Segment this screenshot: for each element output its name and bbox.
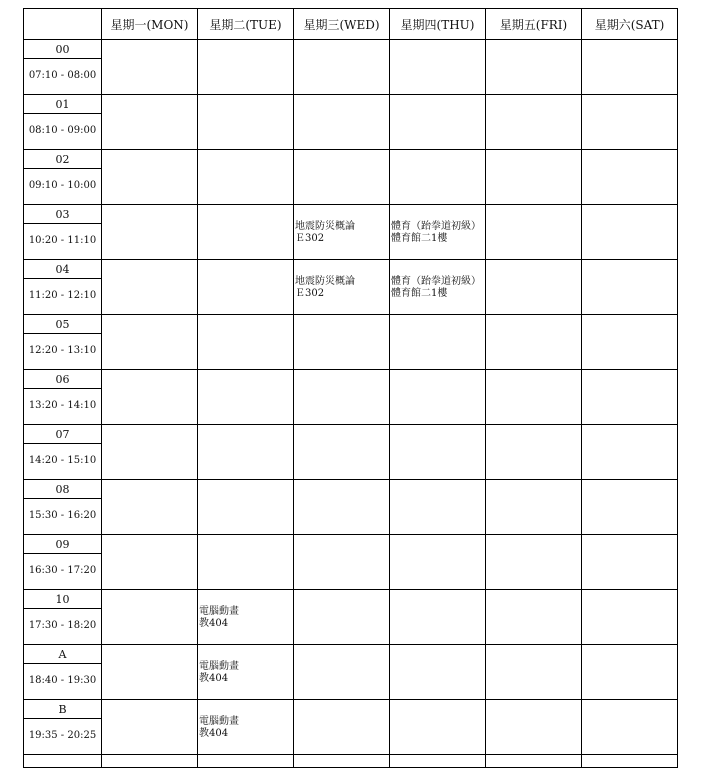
- day-header-mon: 星期一(MON): [102, 9, 198, 40]
- period-row: [24, 425, 678, 480]
- day-header-tue: 星期二(TUE): [198, 9, 294, 40]
- course-name: 電腦動畫: [199, 716, 239, 727]
- day-header-wed: 星期三(WED): [294, 9, 390, 40]
- period-code: A: [24, 647, 101, 664]
- timetable-slot[interactable]: [486, 700, 582, 755]
- period-time: 15:30 - 16:20: [28, 510, 97, 521]
- timetable-slot[interactable]: [582, 370, 678, 425]
- timetable-slot[interactable]: [198, 95, 294, 150]
- timetable-slot[interactable]: [102, 95, 198, 150]
- timetable-slot[interactable]: [486, 480, 582, 535]
- timetable-slot[interactable]: [198, 40, 294, 95]
- timetable-slot[interactable]: [582, 315, 678, 370]
- period-row: [24, 645, 678, 700]
- timetable-slot[interactable]: [390, 260, 486, 315]
- timetable-slot[interactable]: [294, 150, 390, 205]
- period-code: 03: [24, 207, 101, 224]
- course-name: 地震防災概論: [295, 276, 355, 287]
- timetable-slot[interactable]: [294, 480, 390, 535]
- period-code: 04: [24, 262, 101, 279]
- timetable-slot[interactable]: [486, 370, 582, 425]
- period-time: 14:20 - 15:10: [28, 455, 97, 466]
- period-row: [24, 260, 678, 315]
- timetable-slot[interactable]: [198, 535, 294, 590]
- period-cell: [24, 370, 102, 425]
- timetable-slot[interactable]: [102, 315, 198, 370]
- period-cell: [24, 40, 102, 95]
- timetable-slot[interactable]: [198, 315, 294, 370]
- timetable-slot[interactable]: [294, 645, 390, 700]
- timetable-slot[interactable]: [582, 40, 678, 95]
- timetable-slot[interactable]: [198, 645, 294, 700]
- timetable-slot[interactable]: [390, 425, 486, 480]
- period-row: [24, 150, 678, 205]
- timetable-slot[interactable]: [294, 700, 390, 755]
- timetable-slot[interactable]: [102, 645, 198, 700]
- course-name: 電腦動畫: [199, 606, 239, 617]
- timetable-slot: [198, 755, 294, 768]
- course-room: Ｅ302: [295, 233, 325, 244]
- period-row: [24, 480, 678, 535]
- period-row: [24, 95, 678, 150]
- course-room: 體育館二1樓: [391, 288, 448, 299]
- timetable-slot[interactable]: [198, 260, 294, 315]
- timetable-slot[interactable]: [102, 150, 198, 205]
- period-cell: [24, 315, 102, 370]
- timetable-slot[interactable]: [294, 535, 390, 590]
- timetable-slot[interactable]: [486, 425, 582, 480]
- timetable-slot[interactable]: [294, 95, 390, 150]
- timetable-slot[interactable]: [390, 370, 486, 425]
- timetable-slot[interactable]: [486, 40, 582, 95]
- timetable-slot: [582, 755, 678, 768]
- timetable-slot[interactable]: [102, 370, 198, 425]
- timetable-slot[interactable]: [102, 480, 198, 535]
- period-code: 09: [24, 537, 101, 554]
- period-cell: [24, 95, 102, 150]
- timetable-slot[interactable]: [102, 425, 198, 480]
- timetable-slot[interactable]: [582, 480, 678, 535]
- timetable-slot: [486, 755, 582, 768]
- timetable-slot[interactable]: [582, 535, 678, 590]
- timetable-slot[interactable]: [486, 260, 582, 315]
- timetable-body: [24, 40, 678, 768]
- timetable-slot[interactable]: [582, 260, 678, 315]
- period-code: 00: [24, 42, 101, 59]
- period-time: 07:10 - 08:00: [28, 70, 97, 81]
- period-row: [24, 590, 678, 645]
- course-room: 教404: [199, 728, 229, 739]
- period-code: 06: [24, 372, 101, 389]
- period-row: [24, 205, 678, 260]
- timetable-slot[interactable]: [102, 260, 198, 315]
- course-name: 電腦動畫: [199, 661, 239, 672]
- period-time: 10:20 - 11:10: [28, 235, 97, 246]
- timetable-slot[interactable]: [390, 205, 486, 260]
- timetable-slot[interactable]: [390, 95, 486, 150]
- period-time: 16:30 - 17:20: [28, 565, 97, 576]
- timetable-slot[interactable]: [486, 590, 582, 645]
- timetable-slot[interactable]: [390, 590, 486, 645]
- timetable-slot[interactable]: [390, 535, 486, 590]
- period-time: 18:40 - 19:30: [28, 675, 97, 686]
- period-cell: [24, 260, 102, 315]
- period-row: [24, 535, 678, 590]
- period-time: 09:10 - 10:00: [28, 180, 97, 191]
- period-time: 12:20 - 13:10: [28, 345, 97, 356]
- timetable-slot: [294, 755, 390, 768]
- timetable-slot[interactable]: [390, 480, 486, 535]
- period-cell: [24, 150, 102, 205]
- timetable-slot[interactable]: [198, 590, 294, 645]
- timetable-slot[interactable]: [582, 205, 678, 260]
- period-code: B: [24, 702, 101, 719]
- timetable-slot[interactable]: [486, 95, 582, 150]
- period-cell: [24, 425, 102, 480]
- timetable-slot[interactable]: [102, 205, 198, 260]
- corner-cell: [24, 9, 102, 40]
- course-name: 體育（跆拳道初級）: [391, 276, 481, 287]
- period-cell: [24, 205, 102, 260]
- timetable-slot[interactable]: [390, 315, 486, 370]
- timetable-slot[interactable]: [294, 260, 390, 315]
- day-header-sat: 星期六(SAT): [582, 9, 678, 40]
- timetable-slot[interactable]: [102, 590, 198, 645]
- period-code: 02: [24, 152, 101, 169]
- timetable-slot[interactable]: [294, 40, 390, 95]
- timetable-slot[interactable]: [582, 700, 678, 755]
- timetable-slot[interactable]: [198, 370, 294, 425]
- period-cell: [24, 480, 102, 535]
- timetable-slot[interactable]: [390, 40, 486, 95]
- period-time: 08:10 - 09:00: [28, 125, 97, 136]
- period-code: 01: [24, 97, 101, 114]
- period-cell: [24, 700, 102, 755]
- timetable-slot[interactable]: [294, 205, 390, 260]
- course-name: 地震防災概論: [295, 221, 355, 232]
- period-row: [24, 700, 678, 755]
- timetable-slot[interactable]: [486, 535, 582, 590]
- timetable-slot[interactable]: [582, 150, 678, 205]
- period-cell: [24, 590, 102, 645]
- timetable-slot[interactable]: [486, 205, 582, 260]
- header-row: [24, 9, 678, 40]
- period-time: 17:30 - 18:20: [28, 620, 97, 631]
- course-room: 教404: [199, 618, 229, 629]
- period-time: 19:35 - 20:25: [28, 730, 97, 741]
- course-room: 體育館二1樓: [391, 233, 448, 244]
- timetable-slot[interactable]: [198, 700, 294, 755]
- course-name: 體育（跆拳道初級）: [391, 221, 481, 232]
- period-time: 11:20 - 12:10: [28, 290, 97, 301]
- timetable-slot[interactable]: [294, 315, 390, 370]
- timetable-slot: [24, 755, 102, 768]
- timetable-slot[interactable]: [486, 315, 582, 370]
- period-row: [24, 315, 678, 370]
- period-cell: [24, 645, 102, 700]
- timetable-slot[interactable]: [102, 535, 198, 590]
- timetable-slot[interactable]: [390, 645, 486, 700]
- course-room: 教404: [199, 673, 229, 684]
- timetable-slot[interactable]: [582, 95, 678, 150]
- period-row: [24, 370, 678, 425]
- weekly-timetable: [23, 8, 678, 768]
- period-code: 07: [24, 427, 101, 444]
- timetable-slot[interactable]: [582, 425, 678, 480]
- period-code: 05: [24, 317, 101, 334]
- period-row: [24, 40, 678, 95]
- timetable-slot[interactable]: [294, 425, 390, 480]
- timetable-slot[interactable]: [582, 590, 678, 645]
- course-room: Ｅ302: [295, 288, 325, 299]
- timetable-slot[interactable]: [198, 425, 294, 480]
- timetable-slot[interactable]: [582, 645, 678, 700]
- timetable-slot[interactable]: [198, 480, 294, 535]
- period-time: 13:20 - 14:10: [28, 400, 97, 411]
- timetable-slot[interactable]: [294, 590, 390, 645]
- period-code: 08: [24, 482, 101, 499]
- timetable-slot[interactable]: [198, 150, 294, 205]
- timetable-slot: [102, 755, 198, 768]
- day-header-fri: 星期五(FRI): [486, 9, 582, 40]
- timetable-slot[interactable]: [486, 645, 582, 700]
- timetable-slot: [390, 755, 486, 768]
- period-cell: [24, 535, 102, 590]
- period-code: 10: [24, 592, 101, 609]
- timetable-slot[interactable]: [294, 370, 390, 425]
- timetable-slot[interactable]: [198, 205, 294, 260]
- timetable-slot[interactable]: [390, 700, 486, 755]
- timetable-slot[interactable]: [102, 700, 198, 755]
- timetable-slot[interactable]: [390, 150, 486, 205]
- day-header-thu: 星期四(THU): [390, 9, 486, 40]
- timetable-slot[interactable]: [102, 40, 198, 95]
- period-row-partial: [24, 755, 678, 768]
- timetable-slot[interactable]: [486, 150, 582, 205]
